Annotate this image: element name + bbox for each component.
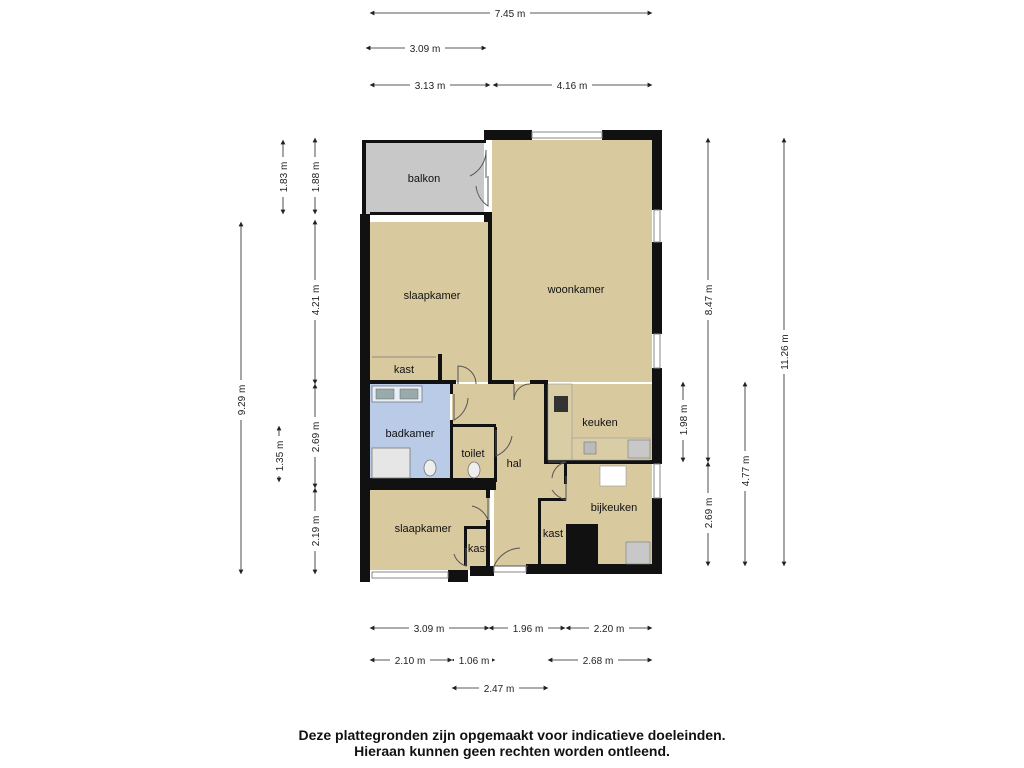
room-label-badkamer: badkamer	[385, 428, 435, 440]
room-label-slaapkamer-bottom: slaapkamer	[394, 523, 452, 535]
dim-left-total: 9.29 m	[237, 384, 248, 416]
dim-left-b: 1.88 m	[311, 161, 322, 193]
dim-bottom-a: 3.09 m	[413, 624, 445, 635]
vertical-dimensions-right	[683, 140, 784, 564]
disclaimer-line-2: Hieraan kunnen geen rechten worden ontleend.	[354, 743, 670, 759]
dim-left-f: 2.19 m	[311, 515, 322, 547]
room-label-kast-top: kast	[393, 364, 415, 376]
room-label-hal: hal	[506, 458, 522, 470]
room-label-toilet: toilet	[461, 448, 485, 460]
dim-bottom-c: 2.20 m	[593, 624, 625, 635]
room-label-kast-hal: kast	[542, 528, 564, 540]
dim-left-c: 4.21 m	[311, 284, 322, 316]
room-label-slaapkamer-top: slaapkamer	[403, 290, 461, 302]
vertical-dimensions-left	[241, 140, 315, 572]
dim-right-d: 2.69 m	[704, 497, 715, 529]
dim-top-a: 3.09 m	[409, 44, 441, 55]
room-label-woonkamer: woonkamer	[547, 284, 605, 296]
room-label-keuken: keuken	[582, 417, 618, 429]
dim-top-total: 7.45 m	[494, 9, 526, 20]
dim-right-total: 11.26 m	[780, 334, 791, 370]
dim-right-b: 1.98 m	[679, 404, 690, 436]
dim-bottom-b: 1.96 m	[512, 624, 544, 635]
dim-bottom-e: 1.06 m	[458, 656, 490, 667]
disclaimer-line-1: Deze plattegronden zijn opgemaakt voor indicatieve doeleinden.	[298, 727, 726, 743]
dim-left-d: 1.35 m	[275, 440, 286, 472]
room-label-kast-bottom: kast	[467, 543, 489, 555]
living-room-floor	[492, 140, 652, 382]
dim-left-a: 1.83 m	[279, 161, 290, 193]
dim-bottom-d: 2.10 m	[394, 656, 426, 667]
bedroom-top-floor	[370, 222, 490, 382]
room-label-bijkeuken: bijkeuken	[590, 502, 638, 514]
dim-bottom-g: 2.47 m	[483, 684, 515, 695]
dim-top-b: 3.13 m	[414, 81, 446, 92]
dim-bottom-f: 2.68 m	[582, 656, 614, 667]
room-label-balkon: balkon	[407, 173, 441, 185]
dim-right-a: 8.47 m	[704, 284, 715, 316]
dim-top-c: 4.16 m	[556, 81, 588, 92]
dim-right-c: 4.77 m	[741, 455, 752, 487]
dim-left-e: 2.69 m	[311, 421, 322, 453]
